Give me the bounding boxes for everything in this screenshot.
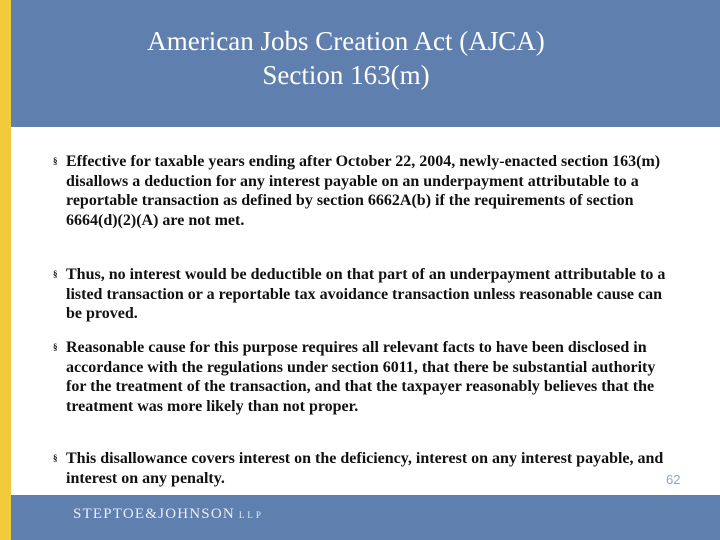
bullet-item [53,338,673,416]
bullet-marker-icon: § [53,453,58,463]
bullet-text: Effective for taxable years ending after October 22, 2004, newly-enacted section 163(m) disallows a deduction for any interest payable on an underpayment attributable to a reportable transaction as defined by section 6662A(b) if the requirements of section 6664(d)(2)(A) are not met. [66,153,661,229]
bullet-marker-icon: § [53,342,58,352]
bullet-item [53,449,673,488]
bullet-text: Thus, no interest would be deductible on that part of an underpayment attributable to a listed transaction or a reportable tax avoidance transaction unless reasonable cause can be proved. [66,266,666,322]
bullet-text: This disallowance covers interest on the deficiency, interest on any interest payable, and interest on any penalty. [66,450,664,487]
firm-logo [73,506,264,523]
bullet-item [53,152,673,230]
title-line-2: Section 163(m) [262,60,430,90]
accent-strip [0,0,11,540]
title-line-1: American Jobs Creation Act (AJCA) [147,26,545,56]
bullet-marker-icon: § [53,269,58,279]
logo-suffix: LLP [238,510,264,520]
logo-text: STEPTOE&JOHNSON [73,506,235,522]
bullet-marker-icon: § [53,156,58,166]
slide-title [11,24,681,92]
page-number: 62 [666,472,681,487]
bullet-text: Reasonable cause for this purpose requires all relevant facts to have been disclosed in accordance with the regulations under section 6011, that there be substantial authority for the treatment of the transaction, and that the taxpayer reasonably believes that the treatment was more likely than not proper. [66,339,656,415]
bullet-item [53,265,673,324]
